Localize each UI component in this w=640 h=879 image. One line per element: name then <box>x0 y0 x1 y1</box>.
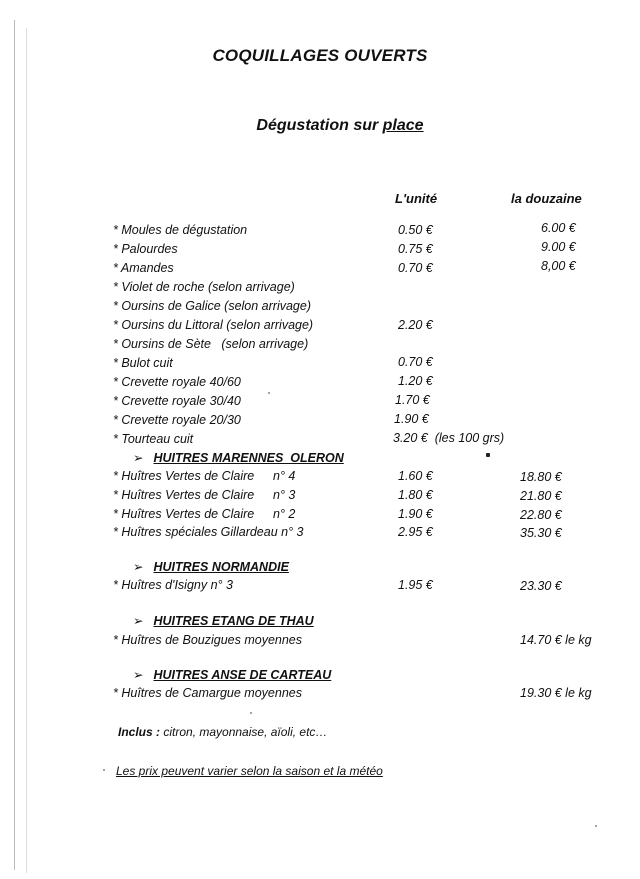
arrow-right-icon: ➢ <box>133 560 144 574</box>
arrow-right-icon: ➢ <box>133 451 144 465</box>
item-name: * Palourdes <box>113 242 178 256</box>
item-dozen-price: 6.00 € <box>541 221 576 235</box>
item-unit-price: 1.95 € <box>398 578 433 592</box>
section-title-marennes: ➢ HUITRES MARENNES OLERON <box>133 451 344 465</box>
scan-edge-line <box>26 28 27 873</box>
column-header-dozen: la douzaine <box>511 191 582 206</box>
item-name: * Tourteau cuit <box>113 432 194 446</box>
item-name: * Amandes <box>113 261 174 275</box>
item-dozen-price: 23.30 € <box>520 579 562 593</box>
item-name: * Huîtres spéciales Gillardeau n° 3 <box>113 525 304 539</box>
item-kg-price: 19.30 € le kg <box>520 686 592 700</box>
item-name: * Moules de dégustation <box>113 223 248 237</box>
page-subtitle <box>0 117 640 135</box>
subtitle-text: Dégustation sur <box>256 117 383 134</box>
item-unit-price: 3.20 € (les 100 grs) <box>393 431 505 445</box>
item-unit-price: 0.50 € <box>398 223 433 237</box>
item-unit-price: 1.60 € <box>398 469 433 483</box>
arrow-right-icon: ➢ <box>133 668 144 682</box>
item-name: * Huîtres de Bouzigues moyennes <box>113 633 302 647</box>
price-disclaimer: Les prix peuvent varier selon la saison et la météo <box>116 764 383 778</box>
item-name: * Huîtres d'Isigny n° 3 <box>113 578 233 592</box>
item-dozen-price: 22.80 € <box>520 508 562 522</box>
item-unit-price: 0.70 € <box>398 261 433 275</box>
item-name: * Huîtres Vertes de Claire n° 2 <box>113 507 296 521</box>
scan-edge-line <box>14 20 15 870</box>
item-name: * Huîtres Vertes de Claire n° 3 <box>113 488 296 502</box>
item-unit-price: 2.95 € <box>398 525 433 539</box>
item-kg-price: 14.70 € le kg <box>520 633 592 647</box>
item-unit-price: 1.90 € <box>398 507 433 521</box>
scan-speck <box>595 825 597 827</box>
item-dozen-price: 35.30 € <box>520 526 562 540</box>
subtitle-underlined-word: place <box>382 117 424 134</box>
item-unit-price: 2.20 € <box>398 318 433 332</box>
item-name: * Violet de roche (selon arrivage) <box>113 280 295 294</box>
scan-speck <box>103 769 105 771</box>
item-name: * Huîtres Vertes de Claire n° 4 <box>113 469 296 483</box>
item-unit-price: 0.70 € <box>398 355 433 369</box>
section-title-carteau: ➢ HUITRES ANSE DE CARTEAU <box>133 668 332 682</box>
item-dozen-price: 21.80 € <box>520 489 562 503</box>
included-note <box>118 725 327 739</box>
section-title-normandie: ➢ HUITRES NORMANDIE <box>133 560 289 574</box>
item-unit-price: 1.70 € <box>395 393 430 407</box>
item-name: * Oursins de Galice (selon arrivage) <box>113 299 311 313</box>
item-name: * Oursins du Littoral (selon arrivage) <box>113 318 314 332</box>
item-dozen-price: 18.80 € <box>520 470 562 484</box>
item-unit-price: 1.20 € <box>398 374 433 388</box>
item-name: * Huîtres de Camargue moyennes <box>113 686 302 700</box>
page-title: COQUILLAGES OUVERTS <box>212 46 428 65</box>
item-unit-price: 0.75 € <box>398 242 433 256</box>
arrow-right-icon: ➢ <box>133 614 144 628</box>
section-title-thau: ➢ HUITRES ETANG DE THAU <box>133 614 314 628</box>
item-name: * Crevette royale 20/30 <box>113 413 241 427</box>
included-label: Inclus : <box>118 725 161 739</box>
item-unit-price: 1.80 € <box>398 488 433 502</box>
item-name: * Bulot cuit <box>113 356 173 370</box>
scan-speck <box>268 392 270 394</box>
item-dozen-price: 8,00 € <box>541 259 576 273</box>
included-text: citron, mayonnaise, aïoli, etc… <box>160 725 328 739</box>
scan-speck <box>486 453 490 457</box>
item-name: * Crevette royale 40/60 <box>113 375 241 389</box>
item-name: * Oursins de Sète (selon arrivage) <box>113 337 309 351</box>
item-name: * Crevette royale 30/40 <box>113 394 241 408</box>
item-unit-price: 1.90 € <box>394 412 429 426</box>
item-dozen-price: 9.00 € <box>541 240 576 254</box>
column-header-unit: L'unité <box>395 191 438 206</box>
scan-speck <box>250 712 252 714</box>
